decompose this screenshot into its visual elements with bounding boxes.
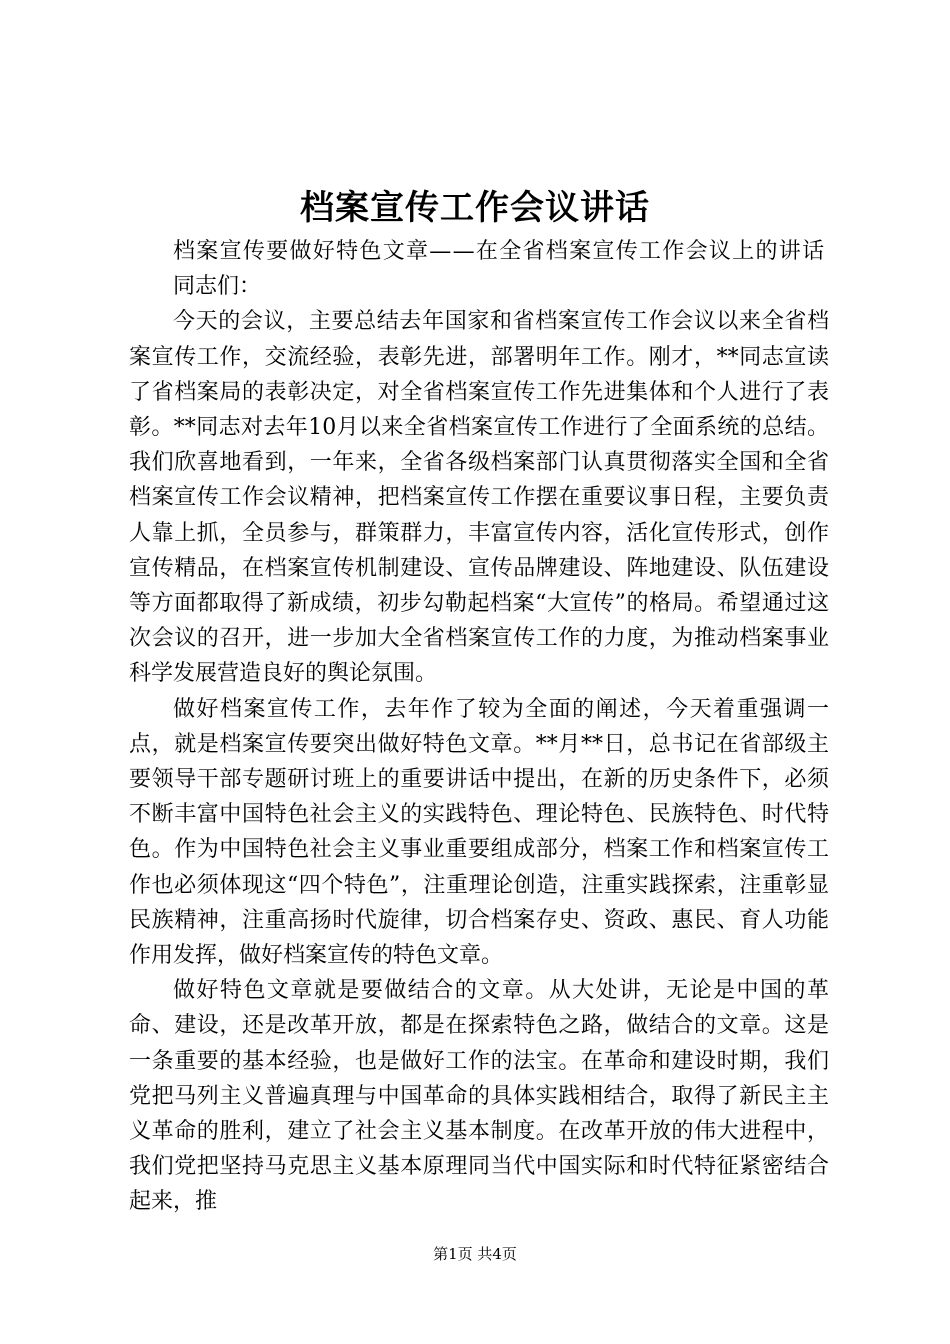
document-body bbox=[129, 234, 829, 1220]
paragraph: 做好特色文章就是要做结合的文章。从大处讲，无论是中国的革命、建设，还是改革开放，都是在探索特色之路，做结合的文章。这是一条重要的基本经验，也是做好工作的法宝。在革命和建设时期，我们党把马列主义普遍真理与中国革命的具体实践相结合，取得了新民主主义革命的胜利，建立了社会主义基本制度。在改革开放的伟大进程中，我们党把坚持马克思主义基本原理同当代中国实际和时代特征紧密结合起来，推 bbox=[129, 978, 829, 1215]
document-subtitle: 档案宣传要做好特色文章——在全省档案宣传工作会议上的讲话 bbox=[173, 239, 826, 264]
document-title: 档案宣传工作会议讲话 bbox=[300, 188, 650, 228]
salutation: 同志们： bbox=[173, 274, 262, 300]
page-footer: 第1页 共4页 bbox=[433, 1245, 517, 1263]
paragraph: 做好档案宣传工作，去年作了较为全面的阐述，今天着重强调一点，就是档案宣传要突出做好特色文章。**月**日，总书记在省部级主要领导干部专题研讨班上的重要讲话中提出，在新的历史条件下，必须不断丰富中国特色社会主义的实践特色、理论特色、民族特色、时代特色。作为中国特色社会主义事业重要组成部分，档案工作和档案宣传工作也必须体现这“四个特色”，注重理论创造，注重实践探索，注重彰显民族精神，注重高扬时代旋律，切合档案存史、资政、惠民、育人功能作用发挥，做好档案宣传的特色文章。 bbox=[129, 696, 829, 969]
paragraph: 今天的会议，主要总结去年国家和省档案宣传工作会议以来全省档案宣传工作，交流经验，表彰先进，部署明年工作。刚才，**同志宣读了省档案局的表彰决定，对全省档案宣传工作先进集体和个人进行了表彰。**同志对去年10月以来全省档案宣传工作进行了全面系统的总结。我们欣喜地看到，一年来，全省各级档案部门认真贯彻落实全国和全省档案宣传工作会议精神，把档案宣传工作摆在重要议事日程，主要负责人靠上抓，全员参与，群策群力，丰富宣传内容，活化宣传形式，创作宣传精品，在档案宣传机制建设、宣传品牌建设、阵地建设、队伍建设等方面都取得了新成绩，初步勾勒起档案“大宣传”的格局。希望通过这次会议的召开，进一步加大全省档案宣传工作的力度，为推动档案事业科学发展营造良好的舆论氛围。 bbox=[129, 309, 829, 687]
